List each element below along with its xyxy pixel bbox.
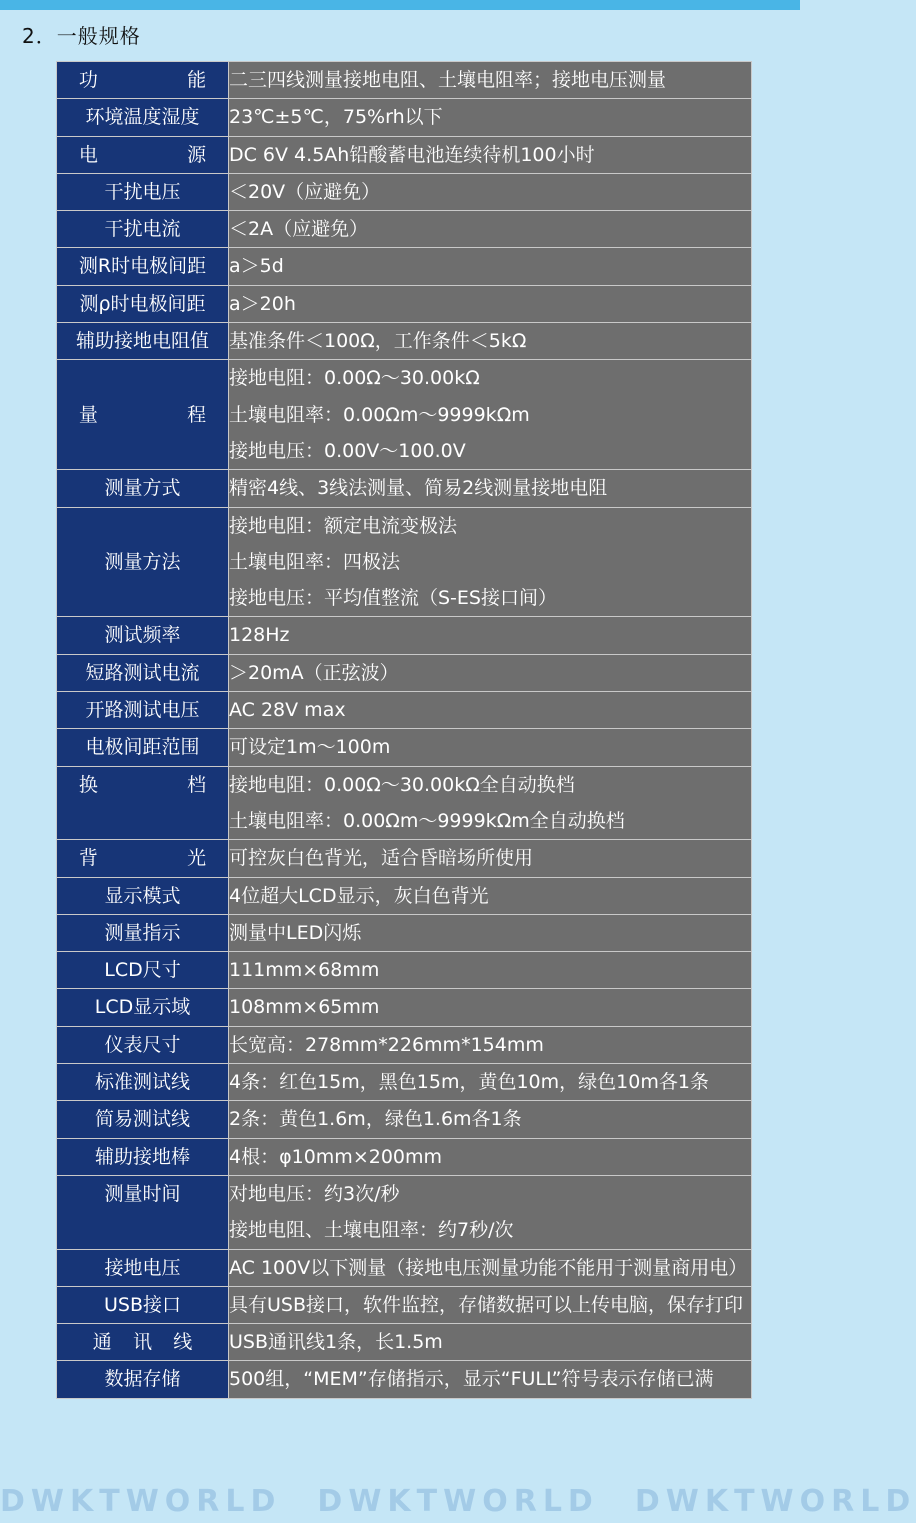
spec-value-line: ＜20V（应避免） <box>229 180 381 203</box>
spec-label-cell <box>57 470 229 507</box>
spec-label-cell <box>57 1361 229 1398</box>
spec-row <box>57 62 752 99</box>
spec-value-cell <box>229 136 752 173</box>
spec-value-cell <box>229 952 752 989</box>
spec-value-line: 500组，“MEM”存储指示，显示“FULL”符号表示存储已满 <box>229 1368 714 1391</box>
spec-label-cell <box>57 136 229 173</box>
spec-row <box>57 1138 752 1175</box>
spec-value-cell <box>229 989 752 1026</box>
spec-value-cell <box>229 840 752 877</box>
spec-label: 测量方法 <box>104 550 181 573</box>
spec-value-line: 土壤电阻率：0.00Ωm～9999kΩm <box>229 403 530 426</box>
top-band <box>0 0 800 10</box>
spec-value-cell <box>229 173 752 210</box>
spec-label-cell <box>57 1138 229 1175</box>
spec-value-cell <box>229 766 752 840</box>
spec-value-cell <box>229 285 752 322</box>
spec-label-cell <box>57 840 229 877</box>
spec-value-cell <box>229 1361 752 1398</box>
spec-value-line: 长宽高：278mm*226mm*154mm <box>229 1033 544 1056</box>
spec-value-line: 具有USB接口，软件监控，存储数据可以上传电脑，保存打印 <box>229 1293 744 1316</box>
spec-value-cell <box>229 1286 752 1323</box>
spec-row <box>57 1175 752 1249</box>
spec-label: 测量方式 <box>104 477 181 500</box>
spec-value-line: a＞5d <box>229 255 284 278</box>
spec-label-cell <box>57 211 229 248</box>
spec-value-cell <box>229 248 752 285</box>
spec-value-cell <box>229 617 752 654</box>
spec-row <box>57 1361 752 1398</box>
spec-row <box>57 1101 752 1138</box>
spec-value-cell <box>229 1138 752 1175</box>
spec-value-line: 128Hz <box>229 624 290 647</box>
spec-row <box>57 877 752 914</box>
spec-value-line: a＞20h <box>229 292 296 315</box>
spec-value-line: 111mm×68mm <box>229 959 380 982</box>
spec-label: 测量指示 <box>104 921 181 944</box>
spec-label: 显示模式 <box>104 884 181 907</box>
spec-row <box>57 617 752 654</box>
spec-label: 简易测试线 <box>94 1108 190 1131</box>
spec-label-cell <box>57 1249 229 1286</box>
spec-label-cell <box>57 62 229 99</box>
spec-label: 辅助接地电阻值 <box>75 330 209 353</box>
spec-value-line: 接地电阻：额定电流变极法 <box>229 514 458 537</box>
spec-value-cell <box>229 470 752 507</box>
spec-label: 仪表尺寸 <box>104 1033 181 1056</box>
spec-label-cell <box>57 692 229 729</box>
spec-label: 测R时电极间距 <box>78 255 207 278</box>
spec-label-cell <box>57 654 229 691</box>
spec-row <box>57 173 752 210</box>
spec-value-line: 108mm×65mm <box>229 996 380 1019</box>
spec-value-cell <box>229 692 752 729</box>
spec-label-cell <box>57 1026 229 1063</box>
spec-value-cell <box>229 914 752 951</box>
section-title: 2．一般规格 <box>22 24 141 48</box>
spec-label-cell <box>57 248 229 285</box>
spec-row <box>57 99 752 136</box>
spec-label: 换 档 <box>78 773 224 796</box>
spec-label: 环境温度湿度 <box>85 106 200 129</box>
spec-value-line: 2条：黄色1.6m，绿色1.6m各1条 <box>229 1108 522 1131</box>
spec-row <box>57 136 752 173</box>
spec-row <box>57 211 752 248</box>
spec-row <box>57 654 752 691</box>
spec-label-cell <box>57 989 229 1026</box>
spec-value-line: 可控灰白色背光，适合昏暗场所使用 <box>229 847 534 870</box>
spec-row <box>57 1324 752 1361</box>
spec-row <box>57 840 752 877</box>
spec-value-cell <box>229 360 752 470</box>
spec-label-cell <box>57 766 229 840</box>
spec-value-line: 接地电阻：0.00Ω～30.00kΩ <box>229 367 480 390</box>
spec-value-cell <box>229 99 752 136</box>
spec-label-cell <box>57 617 229 654</box>
spec-value-line: ＜2A（应避免） <box>229 218 369 241</box>
spec-label: 测量时间 <box>104 1182 181 1205</box>
spec-value-line: 4条：红色15m，黑色15m，黄色10m，绿色10m各1条 <box>229 1071 709 1094</box>
spec-label: 测试频率 <box>104 624 181 647</box>
spec-value-line: 对地电压：约3次/秒 <box>229 1182 400 1205</box>
spec-label: 功 能 <box>78 69 224 91</box>
spec-value-line: AC 100V以下测量（接地电压测量功能不能用于测量商用电） <box>229 1256 748 1279</box>
spec-label: 电极间距范围 <box>85 736 200 759</box>
spec-label: 测ρ时电极间距 <box>79 292 206 315</box>
spec-row <box>57 360 752 470</box>
spec-label-cell <box>57 1286 229 1323</box>
spec-row <box>57 989 752 1026</box>
spec-value-line: 精密4线、3线法测量、简易2线测量接地电阻 <box>229 477 608 500</box>
spec-label-cell <box>57 729 229 766</box>
spec-row <box>57 1286 752 1323</box>
spec-label: 干扰电流 <box>104 218 181 241</box>
spec-value-cell <box>229 1101 752 1138</box>
spec-value-cell <box>229 1249 752 1286</box>
spec-label: 标准测试线 <box>94 1071 190 1094</box>
spec-label: 背 光 <box>78 847 224 870</box>
spec-value-line: 接地电压：平均值整流（S-ES接口间） <box>229 587 557 610</box>
spec-value-line: 接地电压：0.00V～100.0V <box>229 439 466 462</box>
spec-value-line: 基准条件＜100Ω，工作条件＜5kΩ <box>229 330 527 353</box>
spec-value-cell <box>229 1064 752 1101</box>
spec-value-line: 二三四线测量接地电阻、土壤电阻率；接地电压测量 <box>229 69 667 91</box>
spec-table <box>56 61 752 1399</box>
spec-label-cell <box>57 323 229 360</box>
spec-row <box>57 1064 752 1101</box>
spec-label: USB接口 <box>103 1293 181 1316</box>
spec-row <box>57 285 752 322</box>
spec-label-cell <box>57 1101 229 1138</box>
spec-row <box>57 248 752 285</box>
spec-value-line: 土壤电阻率：0.00Ωm～9999kΩm全自动换档 <box>229 809 625 832</box>
spec-value-cell <box>229 1324 752 1361</box>
spec-label: 电 源 <box>78 143 224 166</box>
spec-label: 干扰电压 <box>104 180 181 203</box>
spec-value-cell <box>229 1026 752 1063</box>
spec-row <box>57 692 752 729</box>
spec-label: 短路测试电流 <box>85 661 200 684</box>
spec-label: 通 讯 线 <box>92 1331 200 1354</box>
spec-value-line: 测量中LED闪烁 <box>229 921 362 944</box>
spec-value-cell <box>229 507 752 617</box>
spec-label: 数据存储 <box>104 1368 181 1391</box>
spec-value-cell <box>229 877 752 914</box>
spec-label-cell <box>57 914 229 951</box>
spec-value-line: 可设定1m～100m <box>229 736 391 759</box>
spec-value-line: 接地电阻：0.00Ω～30.00kΩ全自动换档 <box>229 773 575 796</box>
spec-row <box>57 1249 752 1286</box>
spec-row <box>57 323 752 360</box>
spec-value-cell <box>229 1175 752 1249</box>
spec-value-line: 4位超大LCD显示，灰白色背光 <box>229 884 489 907</box>
spec-value-line: 土壤电阻率：四极法 <box>229 550 401 573</box>
spec-table-body <box>57 62 752 1399</box>
spec-label: 接地电压 <box>104 1256 181 1279</box>
spec-value-cell <box>229 729 752 766</box>
spec-row <box>57 729 752 766</box>
spec-value-line: USB通讯线1条，长1.5m <box>229 1331 443 1354</box>
spec-label-cell <box>57 1324 229 1361</box>
spec-row <box>57 952 752 989</box>
spec-value-cell <box>229 323 752 360</box>
spec-label-cell <box>57 285 229 322</box>
spec-label-cell <box>57 173 229 210</box>
spec-value-cell <box>229 654 752 691</box>
spec-label: LCD显示域 <box>94 996 191 1019</box>
spec-label-cell <box>57 360 229 470</box>
spec-label: 量 程 <box>78 403 224 426</box>
watermark: DWKTWORLD DWKTWORLD DWKTWORLD <box>0 1484 916 1519</box>
spec-value-line: AC 28V max <box>229 699 346 722</box>
spec-value-cell <box>229 62 752 99</box>
spec-label-cell <box>57 877 229 914</box>
spec-row <box>57 470 752 507</box>
spec-label-cell <box>57 952 229 989</box>
spec-value-cell <box>229 211 752 248</box>
spec-row <box>57 914 752 951</box>
spec-label-cell <box>57 1175 229 1249</box>
spec-label-cell <box>57 1064 229 1101</box>
spec-value-line: ＞20mA（正弦波） <box>229 661 399 684</box>
spec-label: 开路测试电压 <box>85 699 200 722</box>
spec-label-cell <box>57 99 229 136</box>
spec-value-line: 4根：φ10mm×200mm <box>229 1145 443 1168</box>
spec-value-line: 23℃±5℃，75%rh以下 <box>229 106 443 129</box>
spec-value-line: 接地电阻、土壤电阻率：约7秒/次 <box>229 1219 514 1242</box>
spec-row <box>57 766 752 840</box>
spec-label: 辅助接地棒 <box>94 1145 190 1168</box>
spec-row <box>57 1026 752 1063</box>
spec-label: LCD尺寸 <box>104 959 181 982</box>
spec-value-line: DC 6V 4.5Ah铅酸蓄电池连续待机100小时 <box>229 143 595 166</box>
spec-label-cell <box>57 507 229 617</box>
spec-row <box>57 507 752 617</box>
